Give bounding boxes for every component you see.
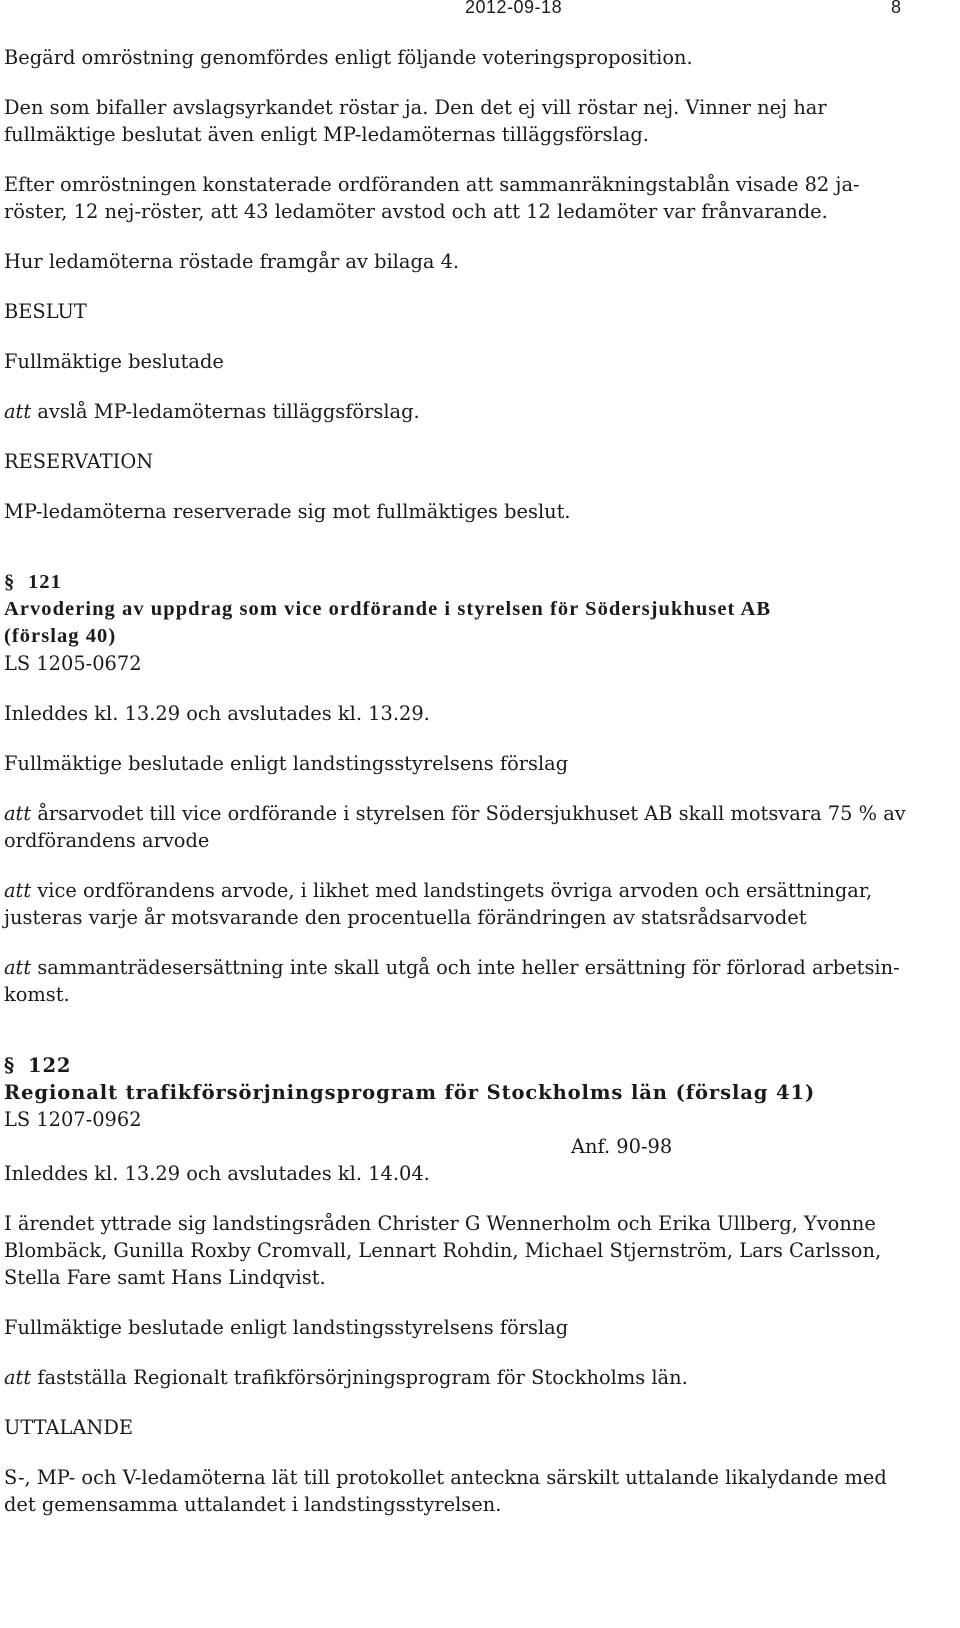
section-121-att-3-line-1 xyxy=(4,954,949,981)
section-121-att-1-line-1 xyxy=(4,800,949,827)
section-122-time: Inleddes kl. 13.29 och avslutades kl. 14.04. xyxy=(4,1162,430,1185)
section-121-number xyxy=(4,569,949,596)
page-header xyxy=(0,0,960,22)
beslut-att-clause xyxy=(4,398,949,425)
paragraph-symbol: § xyxy=(4,1054,16,1077)
section-122-speakers-line-2: Blombäck, Gunilla Roxby Cromvall, Lennart Rohdin, Michael Stjernström, Lars Carlsson, xyxy=(4,1239,882,1262)
heading-beslut: BESLUT xyxy=(4,300,87,323)
section-number: 121 xyxy=(28,571,62,593)
paragraph-vote-result-line-1: Efter omröstningen konstaterade ordföranden att sammanräkningstablån visade 82 ja- xyxy=(4,173,860,196)
paragraph-voteringsproposition: Begärd omröstning genomfördes enligt följande voteringsproposition. xyxy=(4,46,693,69)
page-number: 8 xyxy=(891,0,902,17)
paragraph-proposition-line-2: fullmäktige beslutat även enligt MP-ledamöternas tilläggsförslag. xyxy=(4,123,649,146)
section-121-ls-number: LS 1205-0672 xyxy=(4,652,142,675)
heading-uttalande: UTTALANDE xyxy=(4,1416,134,1439)
paragraph-bilaga: Hur ledamöterna röstade framgår av bilaga 4. xyxy=(4,250,460,273)
att-word: att xyxy=(4,400,32,423)
section-121-time: Inleddes kl. 13.29 och avslutades kl. 13.29. xyxy=(4,702,430,725)
att-text: sammanträdesersättning inte skall utgå och inte heller ersättning för förlorad arbetsin- xyxy=(37,956,900,979)
document-body xyxy=(4,44,949,1518)
uttalande-line-1: S-, MP- och V-ledamöterna lät till protokollet anteckna särskilt uttalande likalydande med xyxy=(4,1466,887,1489)
section-122-title: Regionalt trafikförsörjningsprogram för Stockholms län (förslag 41) xyxy=(4,1081,816,1104)
section-121-att-3-line-2: komst. xyxy=(4,983,70,1006)
beslut-intro: Fullmäktige beslutade xyxy=(4,350,224,373)
paragraph-vote-result-line-2: röster, 12 nej-röster, att 43 ledamöter avstod och att 12 ledamöter var frånvarande. xyxy=(4,200,828,223)
section-122-anf: Anf. 90-98 xyxy=(571,1135,673,1158)
section-121-title-line-2: (förslag 40) xyxy=(4,625,117,647)
section-122-number xyxy=(4,1052,949,1079)
att-text: vice ordförandens arvode, i likhet med landstingets övriga arvoden och ersättningar, xyxy=(37,879,873,902)
att-word: att xyxy=(4,879,32,902)
section-121-title-line-1: Arvodering av uppdrag som vice ordförande i styrelsen för Södersjukhuset AB xyxy=(4,598,772,620)
att-word: att xyxy=(4,956,32,979)
section-number: 122 xyxy=(28,1054,72,1077)
paragraph-symbol: § xyxy=(4,571,16,593)
section-121-att-1-line-2: ordförandens arvode xyxy=(4,829,210,852)
section-121-att-2-line-1 xyxy=(4,877,949,904)
uttalande-line-2: det gemensamma uttalandet i landstingsstyrelsen. xyxy=(4,1493,502,1516)
section-121-decision-intro: Fullmäktige beslutade enligt landstingsstyrelsens förslag xyxy=(4,752,569,775)
heading-reservation: RESERVATION xyxy=(4,450,154,473)
section-122-ls-number: LS 1207-0962 xyxy=(4,1108,142,1131)
att-word: att xyxy=(4,802,32,825)
section-122-att-1 xyxy=(4,1364,949,1391)
section-122-decision-intro: Fullmäktige beslutade enligt landstingsstyrelsens förslag xyxy=(4,1316,569,1339)
section-122-speakers-line-1: I ärendet yttrade sig landstingsråden Christer G Wennerholm och Erika Ullberg, Yvonne xyxy=(4,1212,876,1235)
reservation-text: MP-ledamöterna reserverade sig mot fullmäktiges beslut. xyxy=(4,500,571,523)
att-text: årsarvodet till vice ordförande i styrelsen för Södersjukhuset AB skall motsvara 75 % av xyxy=(37,802,906,825)
att-text: fastställa Regionalt trafikförsörjningsprogram för Stockholms län. xyxy=(37,1366,688,1389)
section-122-speakers-line-3: Stella Fare samt Hans Lindqvist. xyxy=(4,1266,326,1289)
att-text: avslå MP-ledamöternas tilläggsförslag. xyxy=(37,400,420,423)
header-date: 2012-09-18 xyxy=(465,0,563,17)
paragraph-proposition-line-1: Den som bifaller avslagsyrkandet röstar ja. Den det ej vill röstar nej. Vinner nej har xyxy=(4,96,827,119)
att-word: att xyxy=(4,1366,32,1389)
section-121-att-2-line-2: justeras varje år motsvarande den procentuella förändringen av statsrådsarvodet xyxy=(4,906,807,929)
